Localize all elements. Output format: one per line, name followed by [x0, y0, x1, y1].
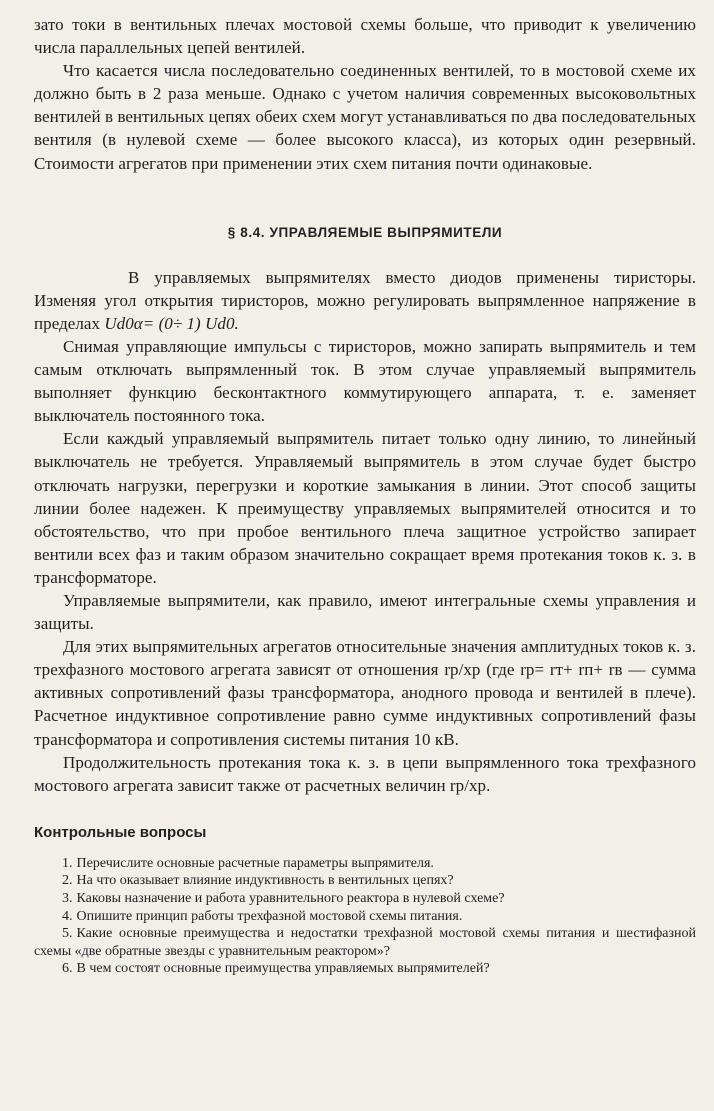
section-heading: § 8.4. УПРАВЛЯЕМЫЕ ВЫПРЯМИТЕЛИ: [227, 224, 503, 240]
intro-paragraph-1: зато токи в вентильных плечах мостовой схемы больше, что приводит к увеличению числа параллельных цепей вентилей.: [34, 15, 696, 58]
question-text: Каковы назначение и работа уравнительного реактора в нулевой схеме?: [76, 891, 505, 906]
voltage-range-formula: Ud0α= (0÷ 1) Ud0.: [104, 313, 239, 333]
review-question: [34, 960, 696, 978]
question-number: 4.: [62, 908, 73, 924]
section-paragraph-5: Для этих выпрямительных агрегатов относительные значения амплитудных токов к. з. трехфазного мостового агрегата зависят от отношения rр/xр (где rр= rт+ rп+ rв — сумма активных сопротивлений фазы трансформатора, анодного провода и вентилей в плече). Расчетное индуктивное сопротивление равно сумме индуктивных сопротивлений фазы трансформатора и сопротивления системы питания 10 кВ.: [34, 637, 696, 749]
section-paragraph-4: Управляемые выпрямители, как правило, имеют интегральные схемы управления и защиты.: [34, 590, 696, 634]
question-text: Опишите принцип работы трехфазной мостовой схемы питания.: [76, 908, 463, 924]
section-paragraph-1: [34, 266, 696, 335]
question-text: На что оказывает влияние индуктивность в вентильных цепях?: [76, 873, 454, 889]
section-text: [34, 266, 696, 797]
section-paragraph-2: Снимая управляющие импульсы с тиристоров, можно запирать выпрямитель и тем самым отключать выпрямленный ток. В этом случае управляемый выпрямитель выполняет функцию бесконтактного коммутирующего аппарата, т. е. заменяет выключатель постоянного тока.: [34, 336, 696, 426]
question-text: В чем состоят основные преимущества управляемых выпрямителей?: [76, 961, 490, 977]
question-text: Перечислите основные расчетные параметры выпрямителя.: [76, 855, 434, 871]
question-number: 3.: [62, 891, 73, 906]
review-question: [34, 908, 696, 926]
question-number: 1.: [62, 855, 73, 871]
question-number: 6.: [62, 961, 73, 977]
review-question: [34, 925, 696, 960]
review-question: [34, 855, 696, 873]
question-text: Какие основные преимущества и недостатки трехфазной мостовой схемы питания и шестифазной схемы «две обратные звезды с уравнительным реактором»?: [34, 926, 696, 959]
review-question: [34, 872, 696, 890]
section-paragraph-3: Если каждый управляемый выпрямитель питает только одну линию, то линейный выключатель не требуется. Управляемый выпрямитель в этом случае будет быстро отключать нагрузки, перегрузки и короткие замыкания в линии. Этот способ защиты линии более надежен. К преимуществу управляемых выпрямителей относится и то обстоятельство, что при пробое вентильного плеча защитное устройство запирает вентили всех фаз и таким образом значительно сокращает время протекания токов к. з. в трансформаторе.: [34, 429, 696, 587]
intro-paragraph-2: Что касается числа последовательно соединенных вентилей, то в мостовой схеме их должно быть в 2 раза меньше. Однако с учетом наличия современных высоковольтных вентилей в вентильных цепях обеих схем могут устанавливаться по два последовательных вентиля (в нулевой схеме — более высокого класса), из которых один резервный. Стоимости агрегатов при применении этих схем питания почти одинаковые.: [34, 61, 696, 173]
intro-text: [34, 0, 696, 175]
question-number: 2.: [62, 873, 73, 889]
question-number: 5.: [62, 926, 73, 942]
section-paragraph-6: Продолжительность протекания тока к. з. в цепи выпрямленного тока трехфазного мостового агрегата зависит также от расчетных величин rр/xр.: [34, 752, 696, 795]
review-questions-heading: Контрольные вопросы: [34, 823, 207, 841]
section-paragraph-1-text: В управляемых выпрямителях вместо диодов применены тиристоры. Изменяя угол открытия тиристоров, можно регулировать выпрямленное напряжение в пределах: [34, 267, 696, 333]
review-questions-list: [34, 855, 696, 978]
review-question: [34, 890, 696, 908]
